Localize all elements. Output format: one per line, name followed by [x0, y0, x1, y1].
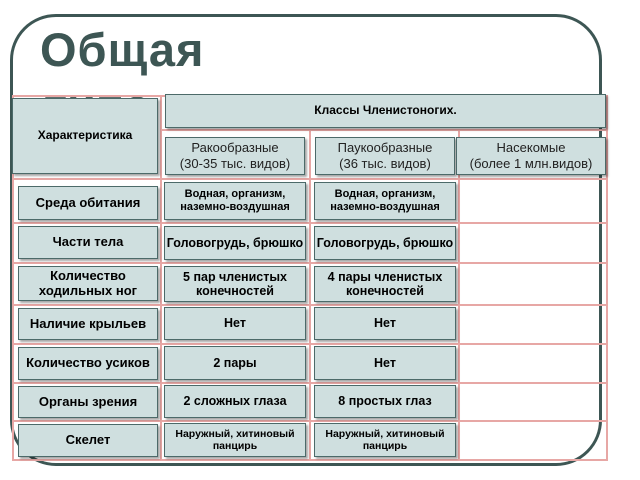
row-label-body-parts: Части тела — [18, 226, 158, 259]
row-label-antennae: Количество усиков — [18, 347, 158, 380]
class-name: Паукообразные — [337, 140, 433, 156]
value-arachnids-walking-legs: 4 пары членистых конечностей — [314, 266, 456, 302]
value-arachnids-skeleton: Наружный, хитиновый панцирь — [314, 423, 456, 457]
row-label-habitat: Среда обитания — [18, 186, 158, 220]
class-header-arachnids — [315, 137, 455, 175]
row-label-wings: Наличие крыльев — [18, 308, 158, 340]
value-crustaceans-eyes: 2 сложных глаза — [164, 385, 306, 418]
row-label-walking-legs: Количество ходильных ног — [18, 266, 158, 301]
class-species-count: (30-35 тыс. видов) — [179, 156, 291, 171]
value-crustaceans-walking-legs: 5 пар членистых конечностей — [164, 266, 306, 302]
corner-header-cell: Характеристика — [12, 98, 158, 174]
class-name: Ракообразные — [191, 140, 279, 156]
class-species-count: (более 1 млн.видов) — [469, 156, 593, 171]
value-arachnids-wings: Нет — [314, 307, 456, 340]
class-name: Насекомые — [496, 140, 566, 156]
value-arachnids-habitat: Водная, организм, наземно-воздушная — [314, 182, 456, 220]
value-crustaceans-skeleton: Наружный, хитиновый панцирь — [164, 423, 306, 457]
value-crustaceans-wings: Нет — [164, 307, 306, 340]
classes-group-header: Классы Членистоногих. — [165, 94, 606, 128]
value-arachnids-eyes: 8 простых глаз — [314, 385, 456, 418]
row-label-skeleton: Скелет — [18, 424, 158, 457]
value-arachnids-body-parts: Головогрудь, брюшко — [314, 226, 456, 260]
value-arachnids-antennae: Нет — [314, 346, 456, 380]
slide-title: Общая — [40, 23, 205, 76]
class-header-insects — [456, 137, 606, 175]
value-crustaceans-body-parts: Головогрудь, брюшко — [164, 226, 306, 260]
value-crustaceans-antennae: 2 пары — [164, 346, 306, 380]
class-header-crustaceans — [165, 137, 305, 175]
row-label-eyes: Органы зрения — [18, 386, 158, 418]
class-species-count: (36 тыс. видов) — [339, 156, 431, 171]
value-crustaceans-habitat: Водная, организм, наземно-воздушная — [164, 182, 306, 220]
